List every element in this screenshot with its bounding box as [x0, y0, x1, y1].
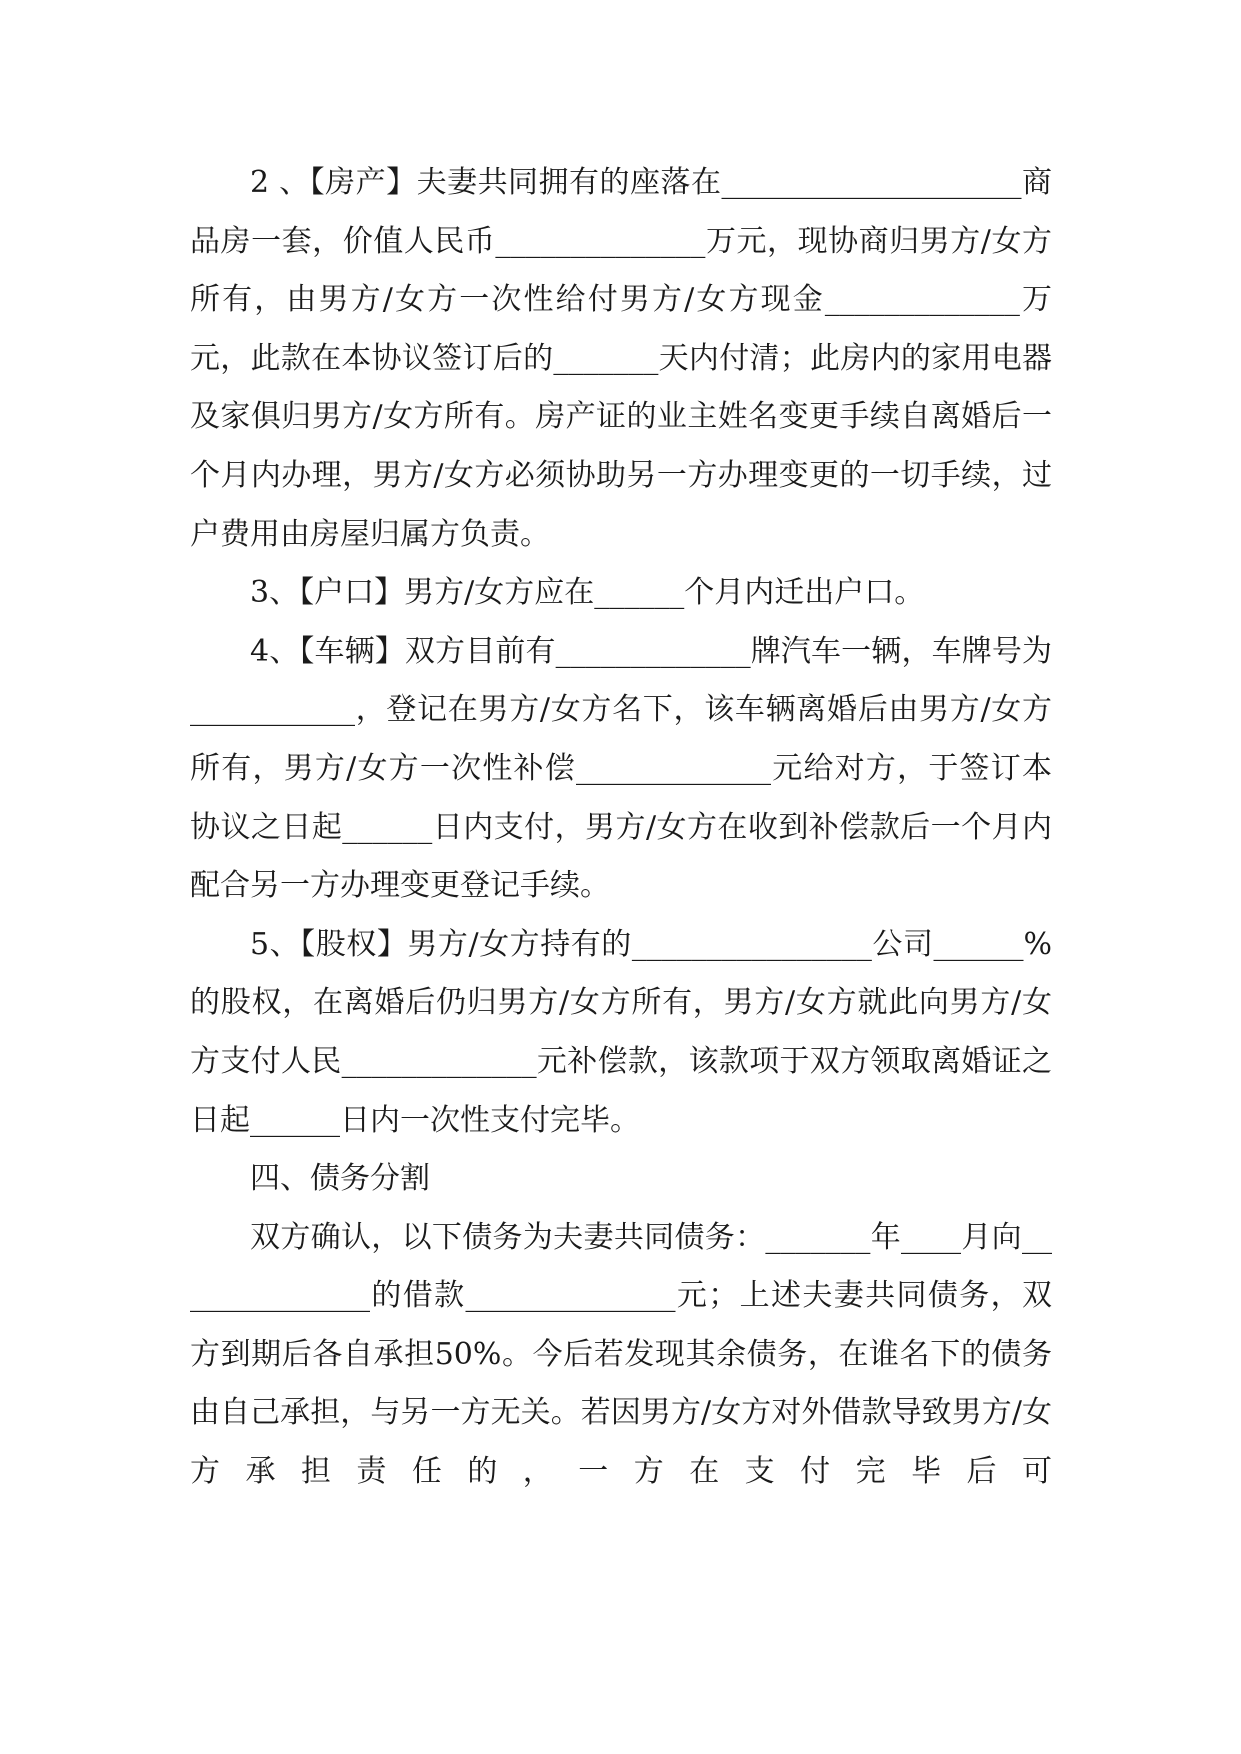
section-heading-debt: 四、债务分割 [250, 1161, 430, 1197]
paragraph-debt: 双方确认，以下债务为夫妻共同债务：_______年____月向______________的借款______________元；上述夫妻共同债务，双方到期后各自承担50%。今后若发现其余债务，在谁名下的债务由自己承担，与另一方无关。若因男方/女方对外借款导致男方/女方承担责任的，一方在支付完毕后可 [190, 1219, 1052, 1490]
paragraph-equity: 5、【股权】男方/女方持有的________________公司______%的股权，在离婚后仍归男方/女方所有，男方/女方就此向男方/女方支付人民_____________元补偿款，该款项于双方领取离婚证之日起______日内一次性支付完毕。 [190, 926, 1052, 1138]
paragraph-property: 2 、【房产】夫妻共同拥有的座落在____________________商品房一套，价值人民币______________万元，现协商归男方/女方所有，由男方/女方一次性给付男方/女方现金_____________万元，此款在本协议签订后的_______天内付清；此房内的家用电器及家俱归男方/女方所有。房产证的业主姓名变更手续自离婚后一个月内办理，男方/女方必须协助另一方办理变更的一切手续，过户费用由房屋归属方负责。 [190, 165, 1052, 552]
paragraph-household: 3、【户口】男方/女方应在______个月内迁出户口。 [250, 575, 925, 611]
document-body [190, 154, 1052, 1502]
paragraph-vehicle: 4、【车辆】双方目前有_____________牌汽车一辆，车牌号为___________，登记在男方/女方名下，该车辆离婚后由男方/女方所有，男方/女方一次性补偿_____________元给对方，于签订本协议之日起______日内支付，男方/女方在收到补偿款后一个月内配合另一方办理变更登记手续。 [190, 633, 1052, 904]
